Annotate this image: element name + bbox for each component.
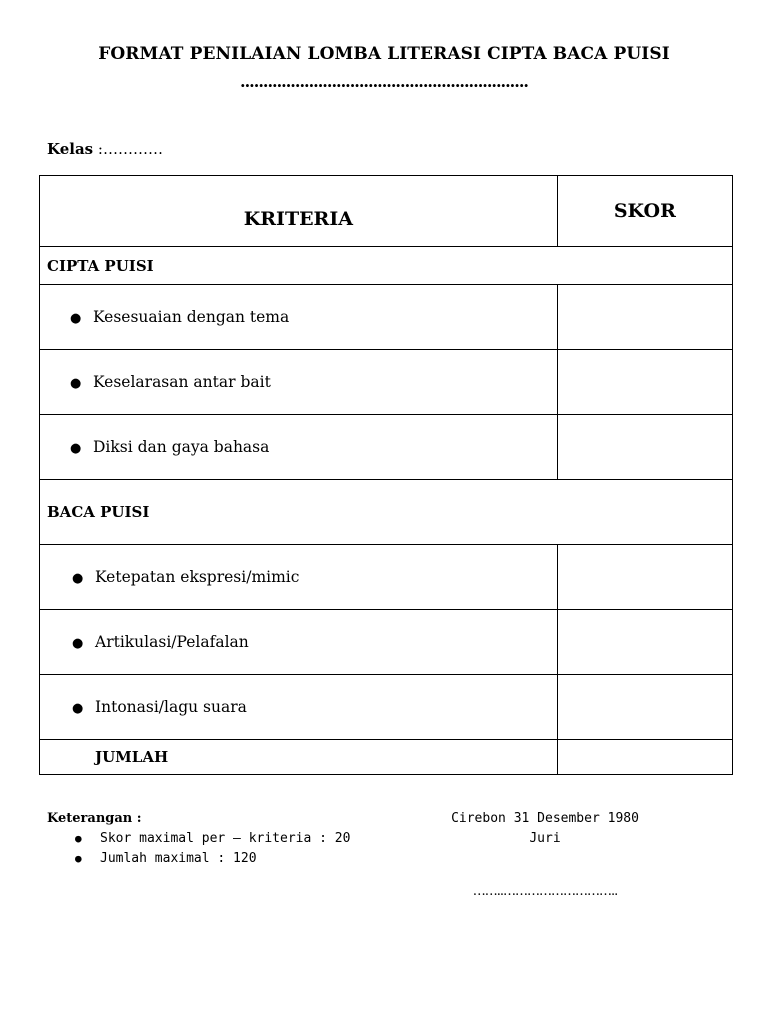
kelas-value: :………… <box>97 140 163 158</box>
criteria-cell <box>40 350 558 415</box>
score-cell[interactable] <box>557 415 732 480</box>
criteria-label: Kesesuaian dengan tema <box>93 308 290 326</box>
list-item <box>47 829 350 849</box>
kelas-field <box>47 140 163 158</box>
section-title-cipta: CIPTA PUISI <box>40 247 733 285</box>
table-row <box>40 610 733 675</box>
total-label: JUMLAH <box>40 740 558 775</box>
bullet-icon: ● <box>75 832 82 845</box>
keterangan-item: Skor maximal per – kriteria : 20 <box>100 831 351 846</box>
bullet-icon: ● <box>72 701 84 716</box>
bullet-icon: ● <box>72 571 84 586</box>
bullet-icon: ● <box>70 441 82 456</box>
header-kriteria: KRITERIA <box>40 176 558 247</box>
section-row-cipta <box>40 247 733 285</box>
total-score-cell[interactable] <box>557 740 732 775</box>
table-row <box>40 350 733 415</box>
document-title: FORMAT PENILAIAN LOMBA LITERASI CIPTA BACA PUISI <box>98 44 670 64</box>
bullet-icon: ● <box>72 636 84 651</box>
header-skor: SKOR <box>557 176 732 247</box>
score-cell[interactable] <box>557 350 732 415</box>
signature-line: ……..……………………….. <box>472 884 618 899</box>
criteria-label: Keselarasan antar bait <box>93 373 271 391</box>
criteria-cell <box>40 415 558 480</box>
signer-role: Juri <box>529 831 561 846</box>
section-row-baca <box>40 480 733 545</box>
list-item <box>47 849 350 869</box>
criteria-cell <box>40 285 558 350</box>
criteria-label: Artikulasi/Pelafalan <box>95 633 249 651</box>
kelas-label: Kelas <box>47 140 94 158</box>
table-row <box>40 545 733 610</box>
bullet-icon: ● <box>70 376 82 391</box>
criteria-cell <box>40 610 558 675</box>
table-row <box>40 675 733 740</box>
criteria-label: Ketepatan ekspresi/mimic <box>95 568 300 586</box>
score-cell[interactable] <box>557 545 732 610</box>
total-row <box>40 740 733 775</box>
section-title-baca: BACA PUISI <box>40 480 733 545</box>
criteria-label: Intonasi/lagu suara <box>95 698 247 716</box>
table-header-row <box>40 176 733 247</box>
score-cell[interactable] <box>557 675 732 740</box>
bullet-icon: ● <box>75 852 82 865</box>
assessment-table <box>39 175 733 775</box>
title-dotted-line: ............................................................... <box>240 72 528 91</box>
criteria-cell <box>40 545 558 610</box>
table-row <box>40 285 733 350</box>
signature-block <box>440 809 650 849</box>
keterangan-item: Jumlah maximal : 120 <box>100 851 257 866</box>
bullet-icon: ● <box>70 311 82 326</box>
score-cell[interactable] <box>557 610 732 675</box>
keterangan-block <box>47 809 350 869</box>
place-date: Cirebon 31 Desember 1980 <box>451 811 639 826</box>
keterangan-heading: Keterangan : <box>47 811 142 826</box>
criteria-label: Diksi dan gaya bahasa <box>93 438 270 456</box>
table-row <box>40 415 733 480</box>
score-cell[interactable] <box>557 285 732 350</box>
criteria-cell <box>40 675 558 740</box>
